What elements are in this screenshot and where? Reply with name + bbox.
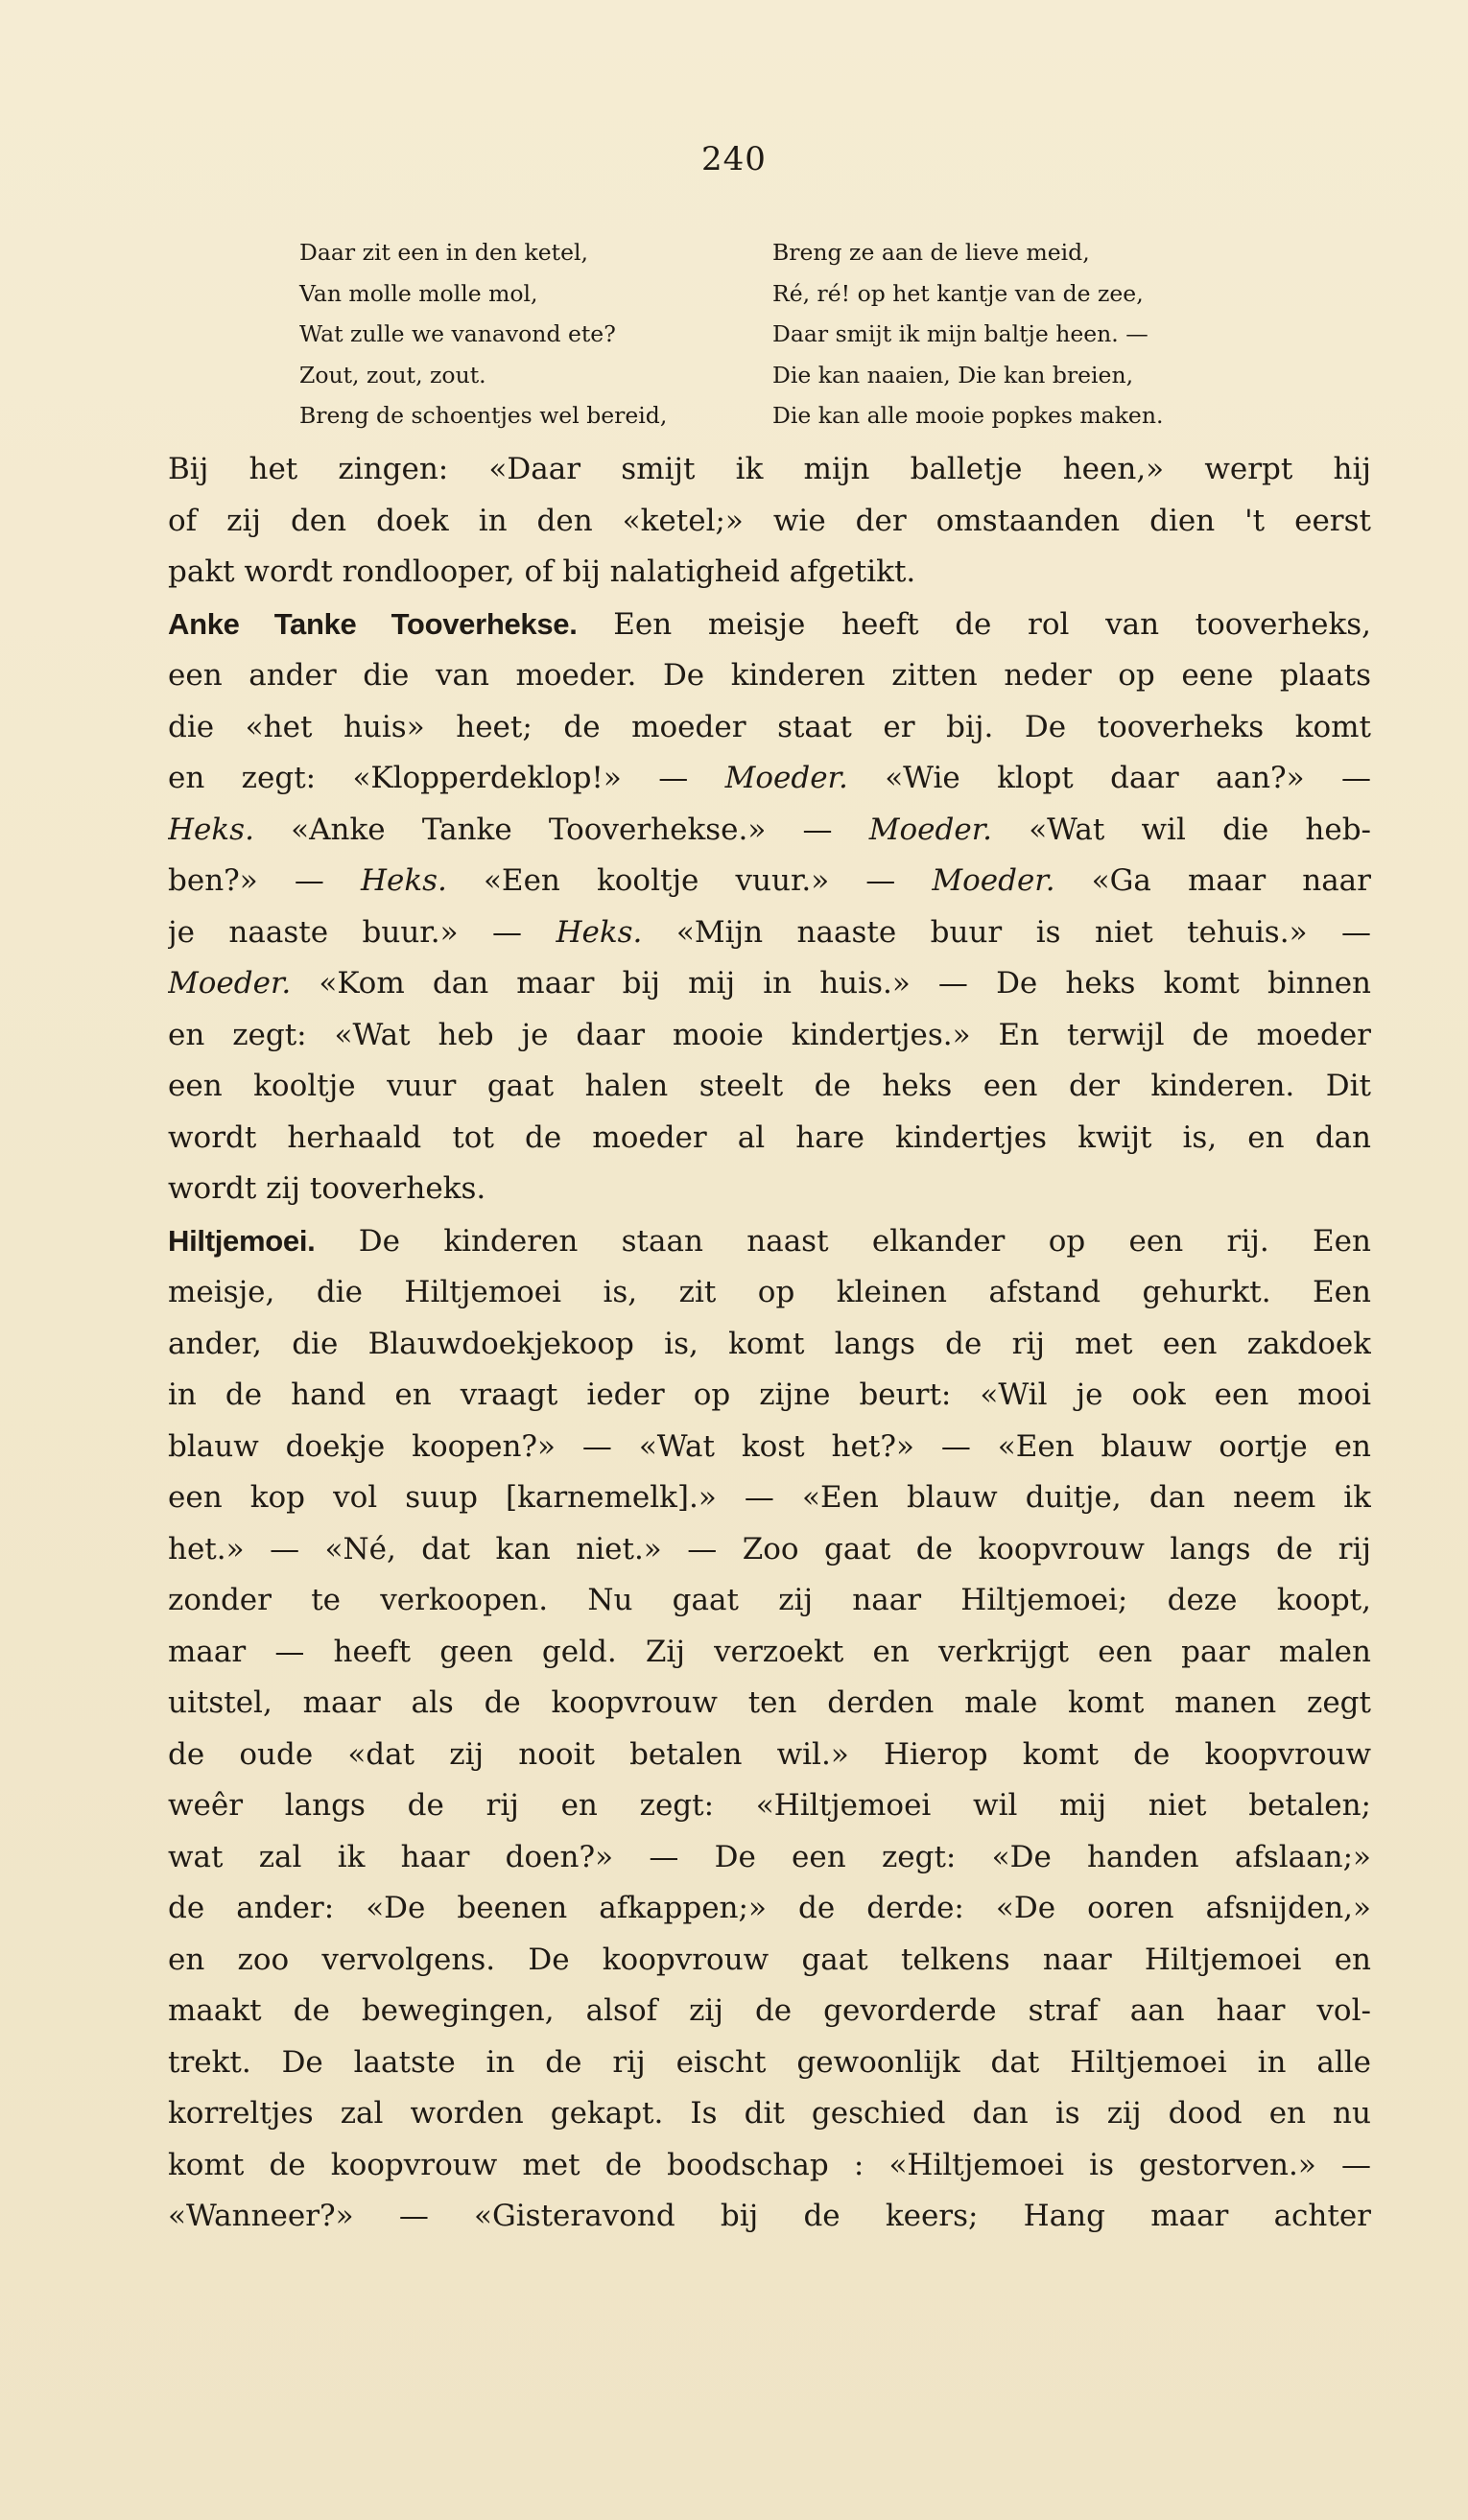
text-line: en zoo vervolgens. De koopvrouw gaat telkens naar Hiltjemoei en	[168, 1942, 1371, 1977]
verse-line: Die kan naaien, Die kan breien,	[772, 361, 1134, 389]
text-line	[168, 958, 1371, 1010]
text-line: «Wanneer?» — «Gisteravond bij de keers; Hang maar achter	[168, 2199, 1371, 2233]
text-line: blauw doekje koopen?» — «Wat kost het?» — «Een blauw oortje en	[168, 1428, 1371, 1464]
text-line: de oude «dat zij nooit betalen wil.» Hierop komt de koopvrouw	[168, 1736, 1371, 1772]
verse-left-column	[299, 232, 667, 436]
verse-line: Van molle molle mol,	[299, 279, 538, 307]
text-line: wat zal ik haar doen?» — De een zegt: «De handen afslaan;»	[168, 1839, 1371, 1874]
verse-line: Ré, ré! op het kantje van de zee,	[772, 279, 1144, 307]
text-run: Een meisje heeft de rol van tooverheks,	[613, 606, 1371, 642]
text-line	[168, 753, 1371, 805]
text-run: ben?» —	[168, 863, 324, 898]
text-line: een ander die van moeder. De kinderen zitten neder op eene plaats	[168, 658, 1371, 693]
text-line	[168, 805, 1371, 857]
text-line: ander, die Blauwdoekjekoop is, komt langs de rij met een zakdoek	[168, 1326, 1371, 1361]
verse-right-column	[772, 232, 1163, 436]
text-line	[168, 907, 1371, 959]
text-line: een kop vol suup [karnemelk].» — «Een blauw duitje, dan neem ik	[168, 1480, 1371, 1515]
text-line: maar — heeft geen geld. Zij verzoekt en verkrijgt een paar malen	[168, 1634, 1371, 1669]
text-line: komt de koopvrouw met de boodschap : «Hiltjemoei is gestorven.» —	[168, 2147, 1371, 2182]
body-text	[168, 444, 1371, 2243]
verse-line: Daar zit een in den ketel,	[299, 239, 588, 266]
text-line: en zegt: «Wat heb je daar mooie kindertjes.» En terwijl de moeder	[168, 1017, 1371, 1052]
text-line: een kooltje vuur gaat halen steelt de heks een der kinderen. Dit	[168, 1069, 1371, 1103]
text-line: korreltjes zal worden gekapt. Is dit geschied dan is zij dood en nu	[168, 2096, 1371, 2131]
text-line: meisje, die Hiltjemoei is, zit op kleinen afstand gehurkt. Een	[168, 1275, 1371, 1309]
text-line: Bij het zingen: «Daar smijt ik mijn balletje heen,» werpt hij	[168, 452, 1371, 486]
speaker-label: Moeder.	[724, 761, 848, 795]
text-line	[168, 856, 1371, 907]
text-line: uitstel, maar als de koopvrouw ten derden male komt manen zegt	[168, 1685, 1371, 1720]
text-line: trekt. De laatste in de rij eischt gewoonlijk dat Hiltjemoei in alle	[168, 2044, 1371, 2080]
speaker-label: Heks.	[360, 863, 447, 898]
speaker-label: Heks.	[168, 812, 254, 847]
text-line: wordt herhaald tot de moeder al hare kindertjes kwijt is, en dan	[168, 1119, 1371, 1155]
text-line: of zij den doek in den «ketel;» wie der omstaanden dien 't eerst	[168, 503, 1371, 538]
section-heading-anke-tanke: Anke Tanke Tooverhekse.	[168, 606, 578, 641]
text-line	[168, 599, 1371, 651]
text-run: «Kom dan maar bij mij in huis.» — De heks komt binnen	[319, 966, 1371, 1001]
verse-line: Die kan alle mooie popkes maken.	[772, 402, 1164, 429]
text-run: «Mijn naaste buur is niet tehuis.» —	[675, 914, 1371, 950]
speaker-label: Moeder.	[168, 966, 292, 1001]
text-line: in de hand en vraagt ieder op zijne beurt: «Wil je ook een mooi	[168, 1378, 1371, 1412]
text-line: zonder te verkoopen. Nu gaat zij naar Hiltjemoei; deze koopt,	[168, 1583, 1371, 1617]
text-line: het.» — «Né, dat kan niet.» — Zoo gaat de koopvrouw langs de rij	[168, 1531, 1371, 1566]
text-run: «Wie klopt daar aan?» —	[885, 761, 1371, 795]
speaker-label: Moeder.	[868, 812, 992, 847]
verse-line: Breng de schoentjes wel bereid,	[299, 402, 668, 429]
verse-line: Breng ze aan de lieve meid,	[772, 239, 1090, 266]
section-heading-hiltjemoei: Hiltjemoei.	[168, 1223, 316, 1258]
text-line: weêr langs de rij en zegt: «Hiltjemoei wil mij niet betalen;	[168, 1788, 1371, 1823]
text-line: die «het huis» heet; de moeder staat er bij. De tooverheks komt	[168, 709, 1371, 744]
text-line: wordt zij tooverheks.	[168, 1171, 486, 1206]
speaker-label: Heks.	[556, 914, 643, 950]
text-run: «Anke Tanke Tooverhekse.» —	[291, 812, 833, 847]
text-run: «Ga maar naar	[1091, 863, 1371, 898]
text-line: pakt wordt rondlooper, of bij nalatigheid afgetikt.	[168, 554, 916, 589]
text-line: maakt de bewegingen, alsof zij de gevorderde straf aan haar vol-	[168, 1993, 1371, 2028]
verse-line: Zout, zout, zout.	[299, 361, 486, 389]
text-run: De kinderen staan naast elkander op een rij. Een	[358, 1223, 1371, 1259]
verse-line: Wat zulle we vanavond ete?	[299, 320, 616, 347]
speaker-label: Moeder.	[932, 863, 1055, 898]
text-line	[168, 1215, 1371, 1268]
text-line: de ander: «De beenen afkappen;» de derde: «De ooren afsnijden,»	[168, 1891, 1371, 1925]
text-run: «Wat wil die heb-	[1029, 812, 1371, 847]
text-run: «Een kooltje vuur.» —	[483, 863, 896, 898]
page-number: 240	[701, 140, 767, 178]
text-run: en zegt: «Klopperdeklop!» —	[168, 761, 689, 795]
verse-line: Daar smijt ik mijn baltje heen. —	[772, 320, 1148, 347]
text-run: je naaste buur.» —	[168, 914, 523, 950]
